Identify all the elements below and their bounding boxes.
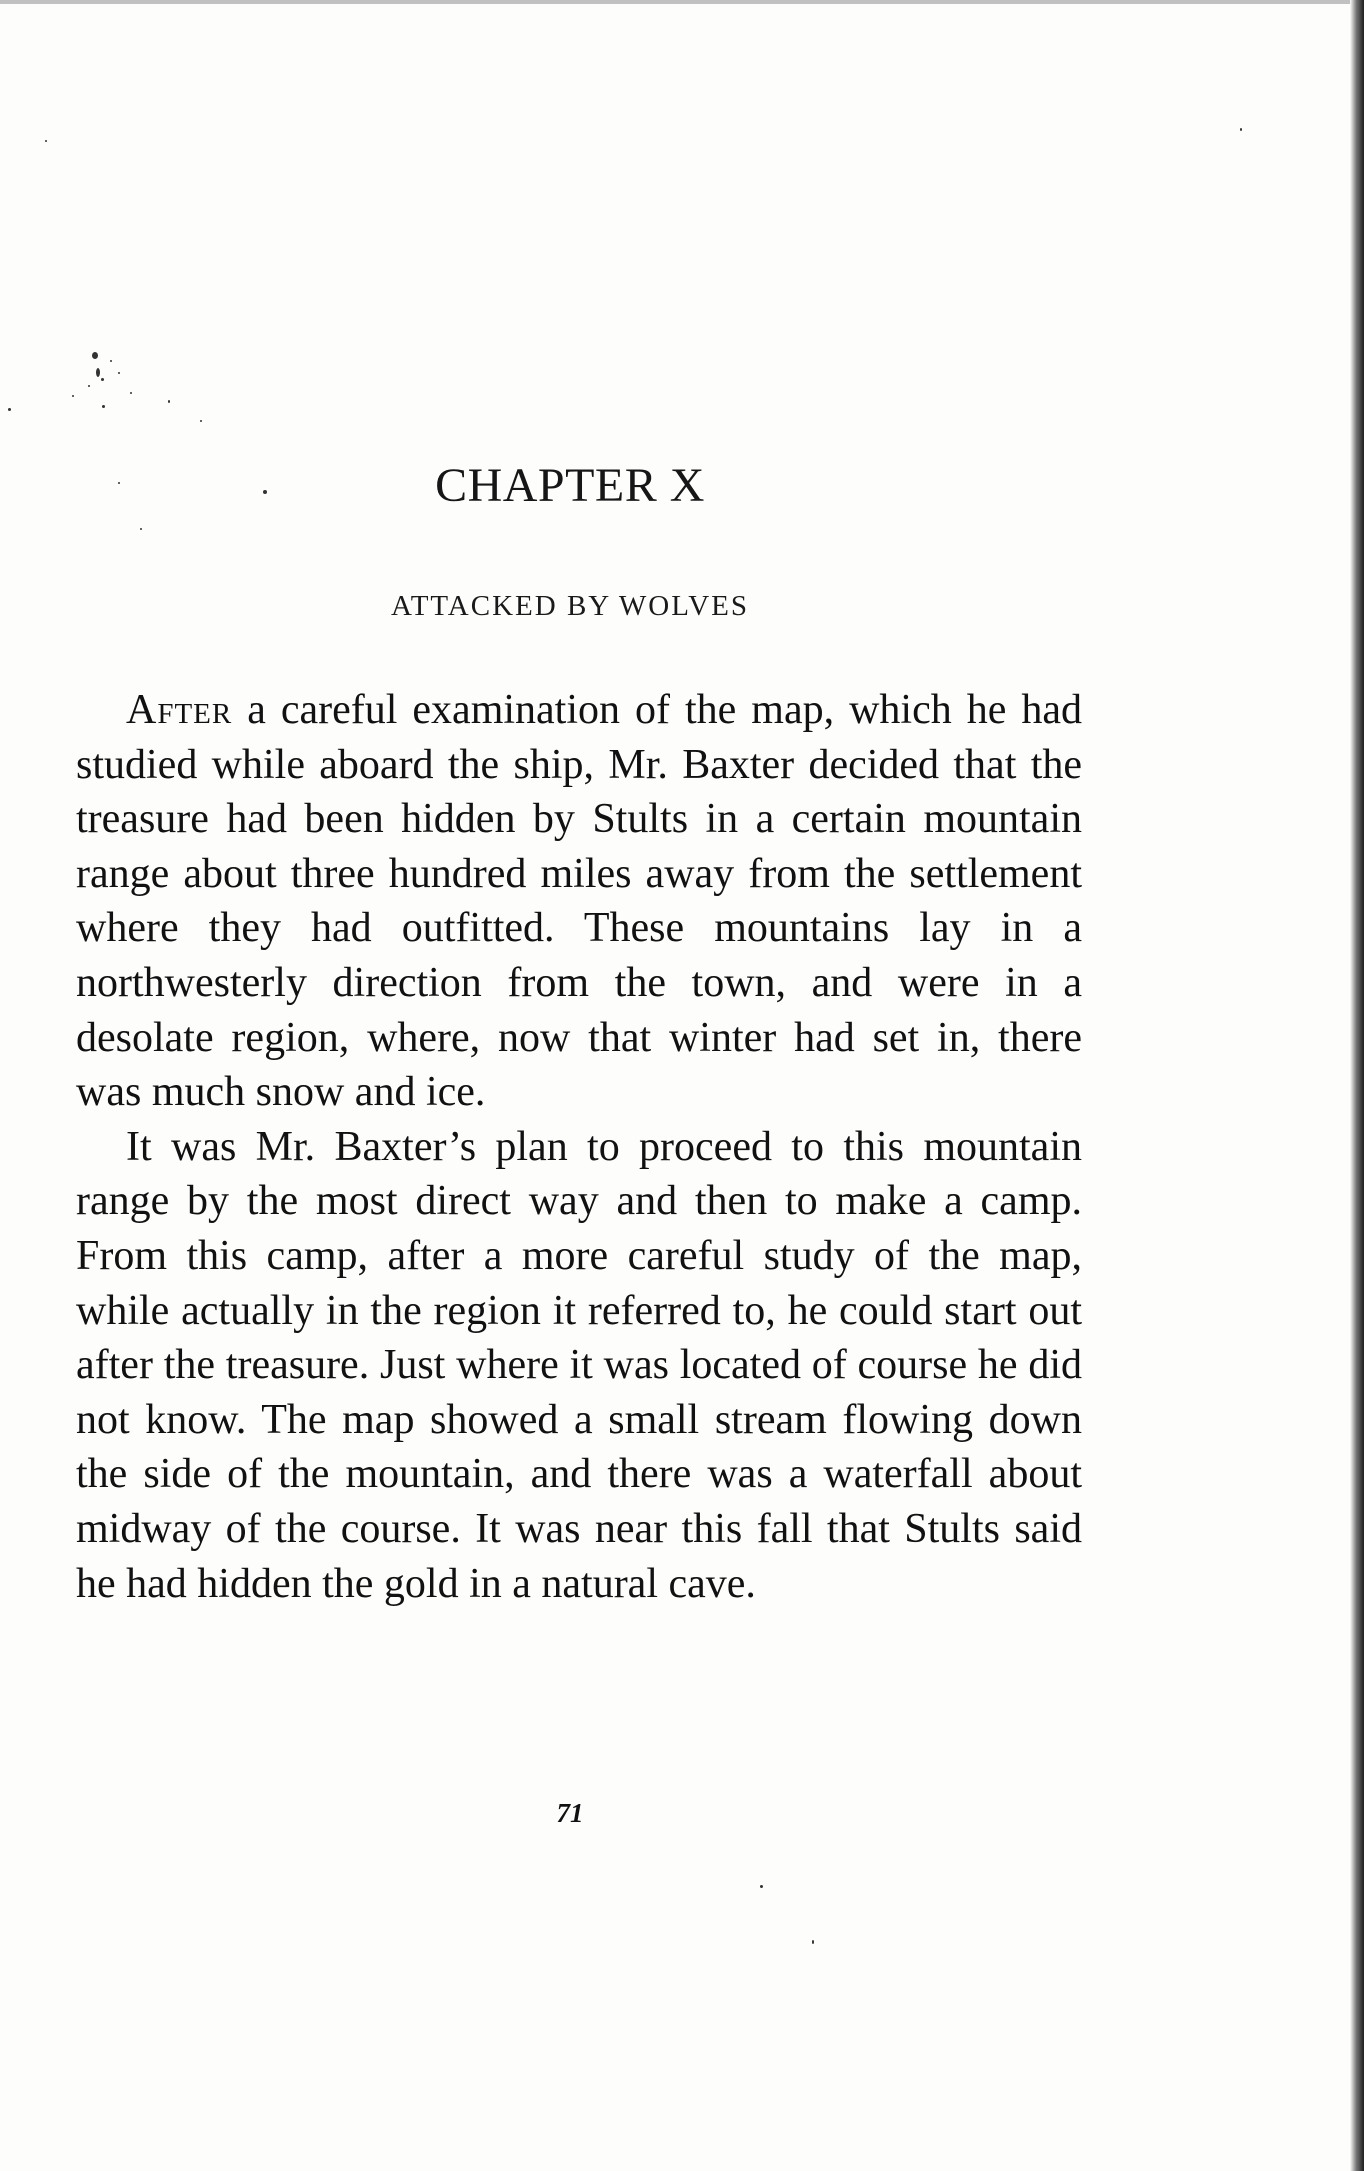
ink-speck bbox=[110, 360, 112, 362]
chapter-body bbox=[76, 683, 1082, 1611]
ink-speck bbox=[96, 368, 100, 377]
ink-speck bbox=[130, 392, 132, 394]
chapter-subtitle: ATTACKED BY WOLVES bbox=[390, 590, 750, 622]
drop-lead-word: After bbox=[126, 687, 233, 733]
ink-speck bbox=[118, 372, 120, 374]
paragraph bbox=[76, 683, 1082, 1120]
ink-speck bbox=[1240, 128, 1242, 131]
ink-speck bbox=[72, 395, 74, 397]
page-number: 71 bbox=[556, 1798, 584, 1828]
ink-speck bbox=[102, 405, 105, 408]
ink-speck bbox=[92, 352, 98, 359]
ink-speck bbox=[8, 408, 11, 411]
ink-speck bbox=[168, 400, 170, 403]
ink-speck bbox=[88, 385, 90, 387]
page-top-edge bbox=[0, 0, 1364, 4]
chapter-title: CHAPTER X bbox=[435, 459, 705, 512]
page-binding-edge bbox=[1350, 0, 1364, 2171]
ink-speck bbox=[101, 378, 104, 381]
ink-speck bbox=[45, 140, 47, 142]
paragraph bbox=[76, 1120, 1082, 1611]
ink-speck bbox=[812, 1940, 814, 1944]
ink-speck bbox=[200, 420, 202, 422]
paragraph-text: It was Mr. Baxter’s plan to proceed to this mountain range by the most direct way and then to make a camp. From this camp, after a more careful study of the map, while actually in the region it referred to, he could start out after the treasure. Just where it was located of course he did not know. The map showed a small stream flowing down the side of the mountain, and there was a waterfall about midway of the course. It was near this fall that Stults said he had hidden the gold in a natural cave. bbox=[76, 1123, 1082, 1607]
paragraph-text: a careful examination of the map, which he had studied while aboard the ship, Mr. Baxter decided that the treasure had been hidden by Stults in a certain mountain range about three hundred miles away from the settlement where they had outfitted. These mountains lay in a northwesterly direction from the town, and were in a desolate region, where, now that winter had set in, there was much snow and ice. bbox=[76, 687, 1082, 1116]
ink-speck bbox=[140, 528, 142, 530]
ink-speck bbox=[760, 1885, 763, 1888]
